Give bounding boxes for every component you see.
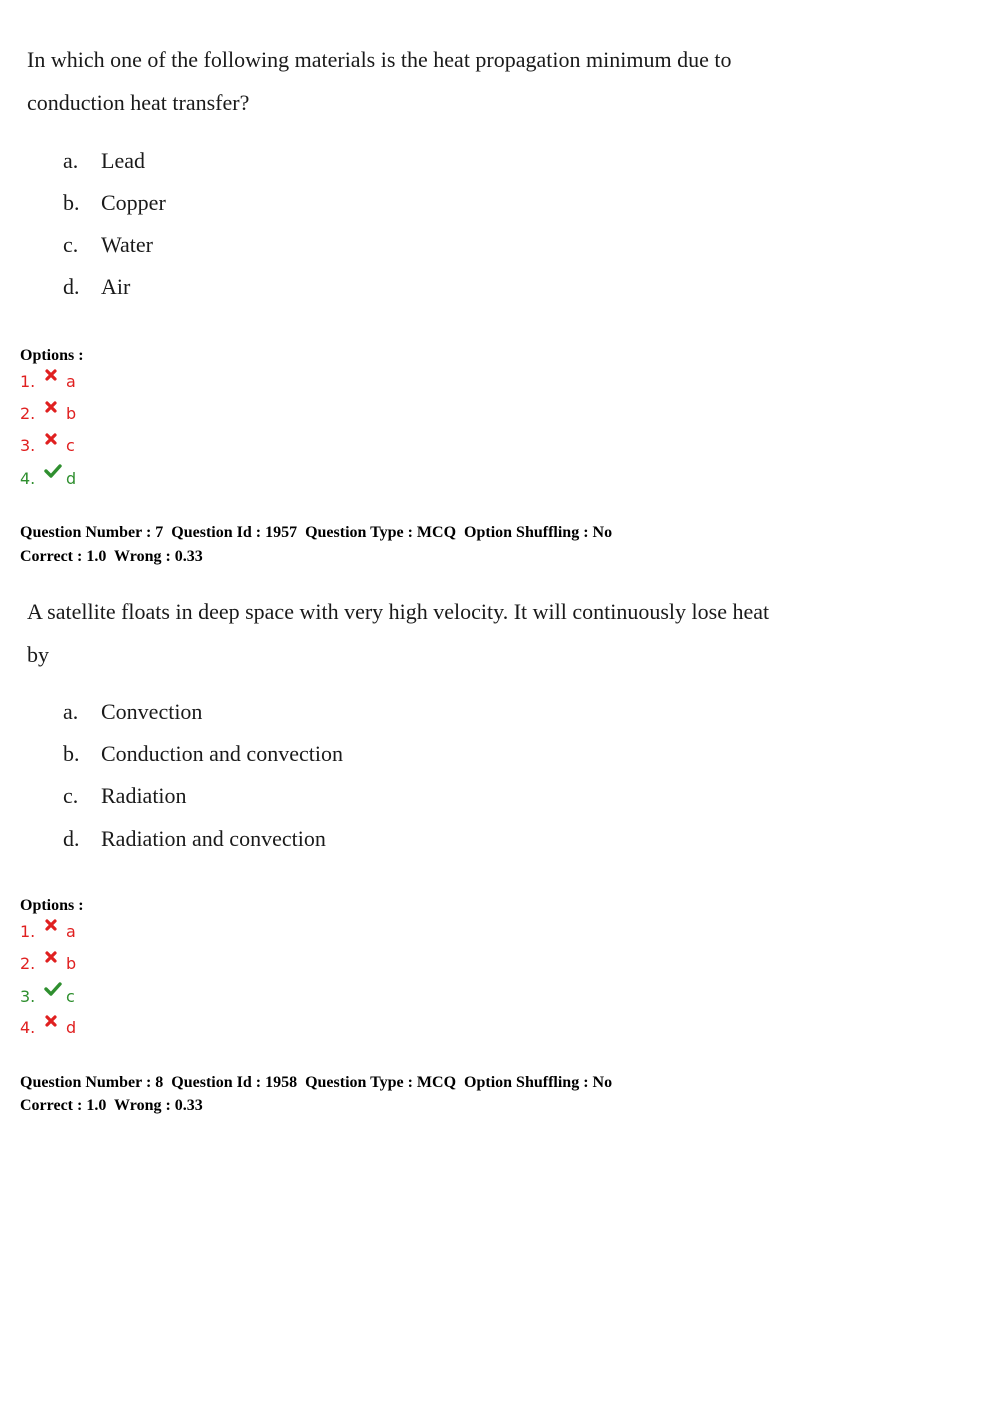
question-7-option-4 — [20, 1018, 76, 1040]
option-number: 4. — [20, 1018, 36, 1037]
question-7-option-1 — [20, 922, 76, 944]
choice-letter: b. — [63, 741, 80, 766]
question-7-text-line2: by — [27, 642, 49, 667]
question-6-option-1 — [20, 372, 76, 394]
choice-letter: c. — [63, 783, 79, 808]
check-icon — [44, 463, 66, 479]
question-6-choice-b — [63, 190, 166, 216]
question-6-option-4 — [20, 468, 76, 490]
question-6-option-3 — [20, 436, 75, 458]
option-number: 1. — [20, 372, 36, 391]
question-7-text — [27, 590, 887, 676]
option-value: c — [66, 436, 75, 455]
question-6-text-line2: conduction heat transfer? — [27, 90, 250, 115]
option-number: 1. — [20, 922, 36, 941]
question-8-meta-line2: Correct : 1.0 Wrong : 0.33 — [20, 1097, 203, 1114]
choice-text: Radiation and convection — [101, 826, 326, 851]
question-7-option-3 — [20, 986, 75, 1008]
choice-text: Radiation — [101, 783, 187, 808]
cross-icon — [44, 432, 66, 446]
question-7-text-line1: A satellite floats in deep space with very high velocity. It will continuously lose heat — [27, 599, 770, 624]
choice-letter: c. — [63, 232, 79, 257]
choice-text: Water — [101, 232, 153, 257]
choice-text: Lead — [101, 148, 145, 173]
choice-letter: a. — [63, 148, 79, 173]
choice-letter: a. — [63, 699, 79, 724]
question-7-choice-d — [63, 826, 326, 852]
question-6-choice-a — [63, 148, 145, 174]
choice-letter: d. — [63, 826, 80, 851]
question-7-choice-b — [63, 741, 343, 767]
question-6-choice-c — [63, 232, 153, 258]
option-value: d — [66, 1018, 77, 1037]
question-7-choice-c — [63, 783, 187, 809]
choice-text: Conduction and convection — [101, 741, 343, 766]
choice-text: Air — [101, 274, 131, 299]
question-7-meta-line1: Question Number : 7 Question Id : 1957 Question Type : MCQ Option Shuffling : No — [20, 524, 613, 541]
question-8-meta-line1: Question Number : 8 Question Id : 1958 Question Type : MCQ Option Shuffling : No — [20, 1074, 613, 1091]
options-label: Options : — [20, 897, 84, 914]
question-6-choice-d — [63, 274, 130, 300]
option-value: b — [66, 954, 77, 973]
option-number: 4. — [20, 469, 36, 488]
question-7-meta-line2: Correct : 1.0 Wrong : 0.33 — [20, 548, 203, 565]
question-7-option-2 — [20, 954, 76, 976]
option-value: a — [66, 372, 76, 391]
option-value: b — [66, 404, 77, 423]
option-number: 2. — [20, 404, 36, 423]
option-number: 2. — [20, 954, 36, 973]
cross-icon — [44, 1014, 66, 1028]
choice-text: Convection — [101, 699, 203, 724]
cross-icon — [44, 950, 66, 964]
option-number: 3. — [20, 436, 36, 455]
option-value: c — [66, 987, 75, 1006]
choice-letter: b. — [63, 190, 80, 215]
choice-text: Copper — [101, 190, 166, 215]
option-value: a — [66, 922, 76, 941]
check-icon — [44, 981, 66, 997]
cross-icon — [44, 368, 66, 382]
cross-icon — [44, 400, 66, 414]
question-6-text-line1: In which one of the following materials is the heat propagation minimum due to — [27, 47, 732, 72]
question-6-option-2 — [20, 404, 76, 426]
cross-icon — [44, 918, 66, 932]
question-6-text — [27, 38, 887, 124]
question-7-choice-a — [63, 699, 202, 725]
options-label: Options : — [20, 347, 84, 364]
option-value: d — [66, 469, 77, 488]
option-number: 3. — [20, 987, 36, 1006]
choice-letter: d. — [63, 274, 80, 299]
